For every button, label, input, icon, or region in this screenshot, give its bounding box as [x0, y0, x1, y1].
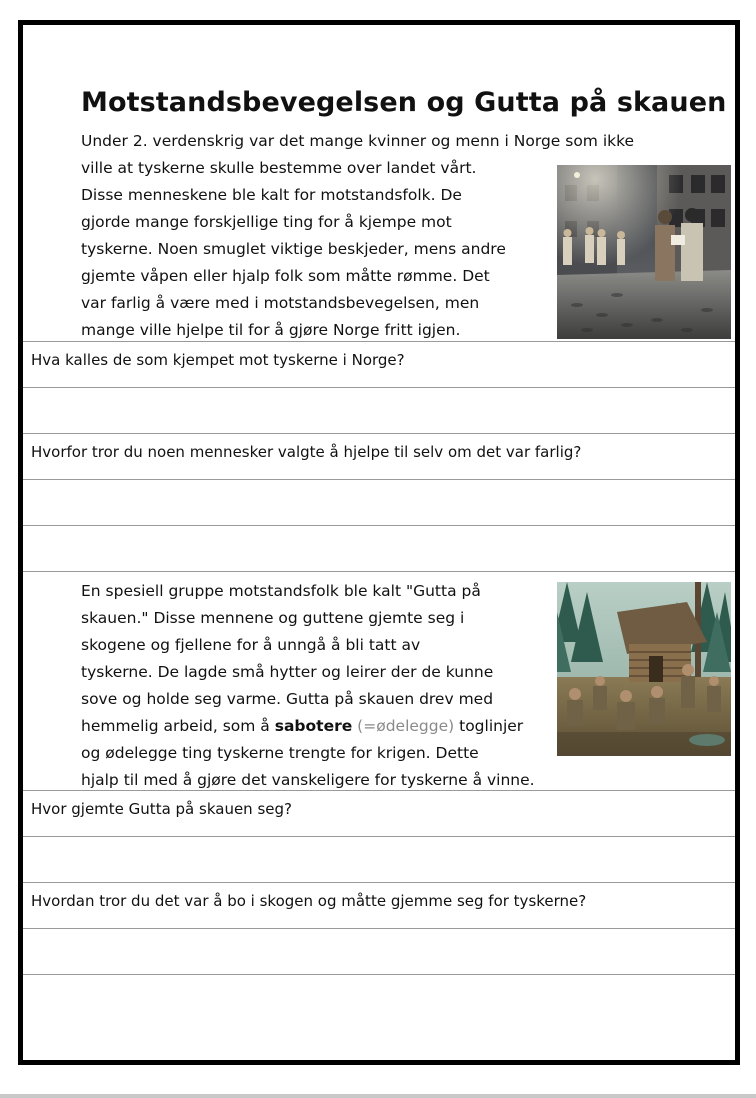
worksheet	[18, 20, 740, 1065]
answer-line[interactable]	[23, 480, 735, 526]
question-2: Hvorfor tror du noen mennesker valgte å hjelpe til selv om det var farlig?	[23, 434, 735, 480]
text-line: tyskerne. De lagde små hytter og leirer der de kunne	[81, 663, 494, 681]
page-bottom-edge	[0, 1094, 756, 1098]
text-run: hemmelig arbeid, som å	[81, 717, 275, 735]
text-line: Under 2. verdenskrig var det mange kvinner og menn i Norge som ikke	[81, 132, 635, 150]
text-line: og ødelegge ting tyskerne trengte for krigen. Dette	[81, 744, 479, 762]
answer-line[interactable]	[23, 929, 735, 975]
page-title: Motstandsbevegelsen og Gutta på skauen	[81, 87, 727, 118]
text-line: mange ville hjelpe til for å gjøre Norge fritt igjen.	[81, 321, 461, 339]
text-line: skauen." Disse mennene og guttene gjemte seg i	[81, 609, 465, 627]
answer-line[interactable]	[23, 526, 735, 572]
question-1: Hva kalles de som kjempet mot tyskerne i Norge?	[23, 342, 735, 388]
text-line: gjorde mange forskjellige ting for å kjempe mot	[81, 213, 452, 231]
question-3: Hvor gjemte Gutta på skauen seg?	[23, 791, 735, 837]
text-line: skogene og fjellene for å unngå å bli tatt av	[81, 636, 421, 654]
question-4: Hvordan tror du det var å bo i skogen og måtte gjemme seg for tyskerne?	[23, 883, 735, 929]
resistance-street-illustration	[557, 165, 731, 339]
text-line: hjalp til med å gjøre det vanskeligere for tyskerne å vinne.	[81, 771, 535, 789]
text-run: toglinjer	[454, 717, 524, 735]
text-line	[81, 713, 535, 740]
gutta-paragraph	[81, 578, 535, 794]
intro-paragraph	[81, 128, 634, 344]
forest-camp-illustration	[557, 582, 731, 756]
text-line: tyskerne. Noen smuglet viktige beskjeder, mens andre	[81, 240, 506, 258]
text-line: En spesiell gruppe motstandsfolk ble kalt "Gutta på	[81, 582, 481, 600]
text-line: ville at tyskerne skulle bestemme over landet vårt.	[81, 159, 477, 177]
keyword-sabotere: sabotere	[274, 717, 353, 735]
text-line: var farlig å være med i motstandsbevegelsen, men	[81, 294, 480, 312]
keyword-gloss: (=ødelegge)	[352, 717, 455, 735]
questions-section-1	[23, 341, 735, 572]
text-line: sove og holde seg varme. Gutta på skauen drev med	[81, 690, 494, 708]
text-line: gjemte våpen eller hjalp folk som måtte rømme. Det	[81, 267, 490, 285]
answer-line[interactable]	[23, 388, 735, 434]
answer-line[interactable]	[23, 837, 735, 883]
text-line: Disse menneskene ble kalt for motstandsfolk. De	[81, 186, 462, 204]
questions-section-2	[23, 790, 735, 975]
